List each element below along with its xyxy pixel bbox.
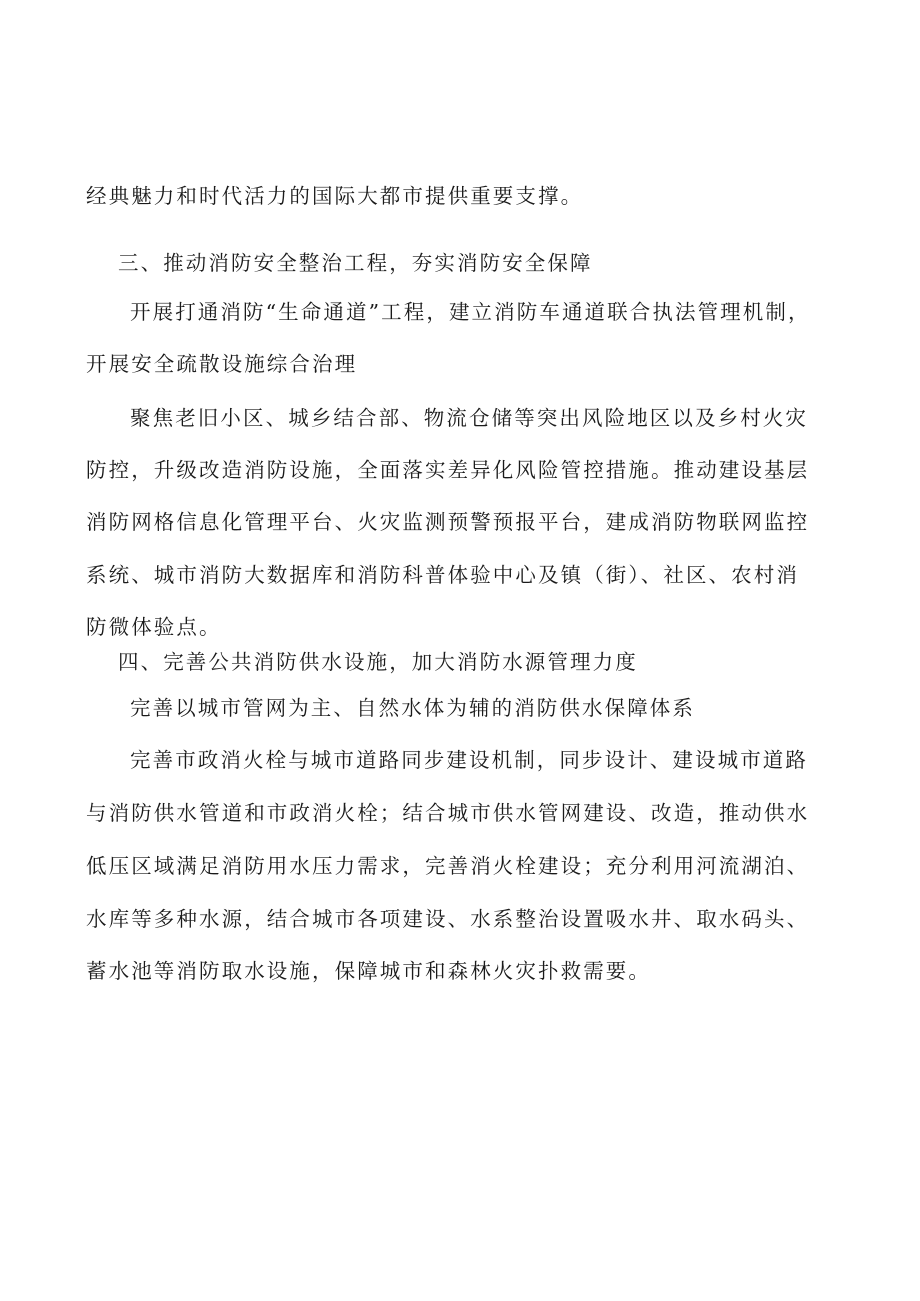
paragraph-line: 完善市政消火栓与城市道路同步建设机制，同步设计、建设城市道路 — [130, 748, 808, 772]
paragraph-line: 与消防供水管道和市政消火栓；结合城市供水管网建设、改造，推动供水 — [86, 801, 810, 825]
paragraph-line: 系统、城市消防大数据库和消防科普体验中心及镇（街）、社区、农村消 — [86, 563, 799, 587]
paragraph-line: 防微体验点。 — [86, 615, 222, 639]
subheading-line-2: 开展安全疏散设施综合治理 — [86, 352, 358, 376]
paragraph-line: 水库等多种水源，结合城市各项建设、水系整治设置吸水井、取水码头、 — [86, 907, 810, 931]
paragraph-line: 防控，升级改造消防设施，全面落实差异化风险管控措施。推动建设基层 — [86, 458, 810, 482]
subheading-line-1: 开展打通消防“生命通道”工程，建立消防车通道联合执法管理机制， — [130, 300, 811, 324]
section-heading-4: 四、完善公共消防供水设施，加大消防水源管理力度 — [118, 650, 638, 674]
paragraph-line: 低压区域满足消防用水压力需求，完善消火栓建设；充分利用河流湖泊、 — [86, 854, 810, 878]
paragraph-line: 聚焦老旧小区、城乡结合部、物流仓储等突出风险地区以及乡村火灾 — [130, 406, 808, 430]
section-heading-3: 三、推动消防安全整治工程，夯实消防安全保障 — [118, 251, 593, 275]
paragraph-line: 蓄水池等消防取水设施，保障城市和森林火灾扑救需要。 — [86, 959, 651, 983]
paragraph-continuation-line: 经典魅力和时代活力的国际大都市提供重要支撑。 — [86, 184, 584, 208]
paragraph-line: 消防网格信息化管理平台、火灾监测预警预报平台，建成消防物联网监控 — [86, 510, 810, 534]
subheading-line: 完善以城市管网为主、自然水体为辅的消防供水保障体系 — [130, 696, 695, 720]
